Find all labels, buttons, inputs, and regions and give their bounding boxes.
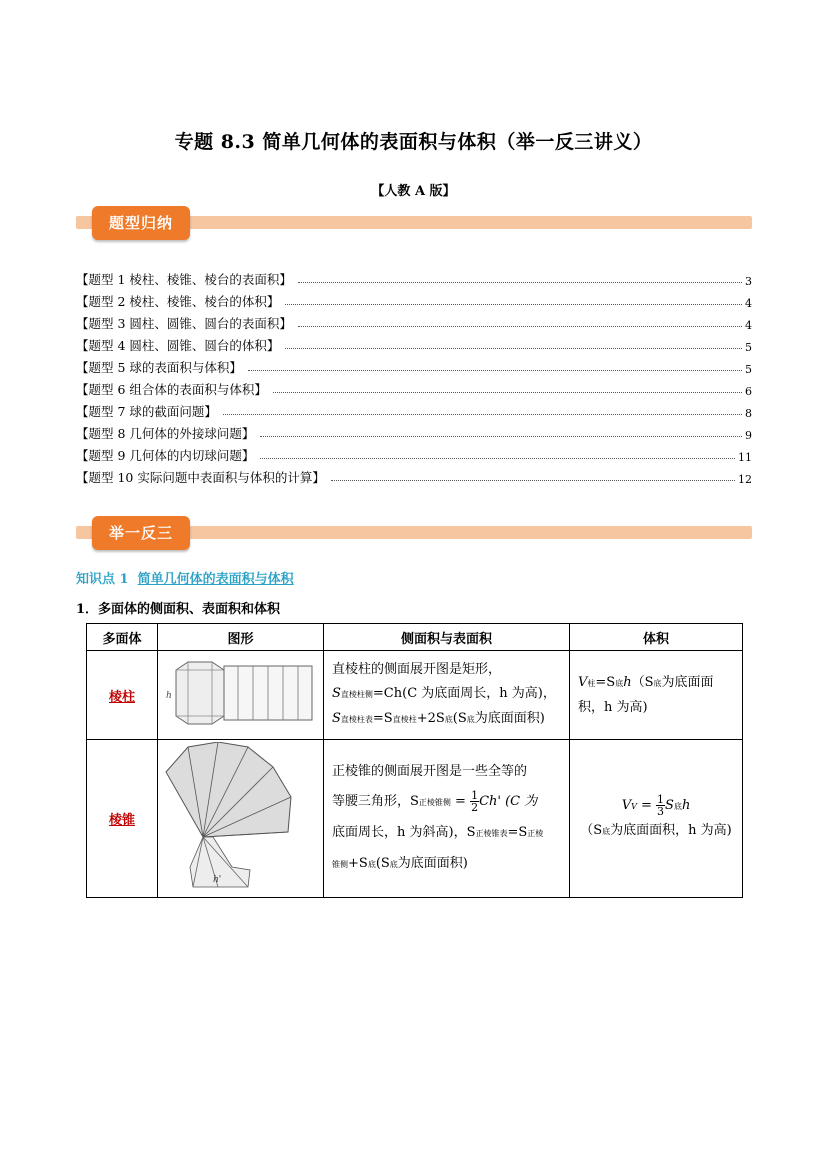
toc-item[interactable]: 【题型 9 几何体的内切球问题】 11 (76, 448, 752, 464)
knowledge-subheading: 1．多面体的侧面积、表面积和体积 (76, 602, 281, 617)
toc-item[interactable]: 【题型 1 棱柱、棱锥、棱台的表面积】 3 (76, 272, 752, 288)
practice-tab: 举一反三 (92, 516, 190, 550)
pyramid-volume-text: VV = $\frac{1}{3}$ S底h （S底为底面面积，h 为高) (570, 740, 743, 898)
fraction-third: $\frac{1}{3}$ (657, 792, 665, 818)
toc-item[interactable]: 【题型 3 圆柱、圆锥、圆台的表面积】 4 (76, 316, 752, 332)
toc-item[interactable]: 【题型 7 球的截面问题】 8 (76, 404, 752, 420)
toc-item[interactable]: 【题型 2 棱柱、棱锥、棱台的体积】 4 (76, 294, 752, 310)
table-row (87, 651, 743, 740)
summary-banner (76, 206, 752, 240)
pyramid-figure (158, 740, 324, 898)
prism-net-figure (158, 658, 318, 728)
toc-item[interactable]: 【题型 10 实际问题中表面积与体积的计算】 12 (76, 470, 752, 486)
table-header-row (87, 624, 743, 651)
toc-item[interactable]: 【题型 4 圆柱、圆锥、圆台的体积】 5 (76, 338, 752, 354)
knowledge-point-heading: 知识点 1 简单几何体的表面积与体积 (76, 572, 294, 587)
pyramid-lateral-text: 正棱锥的侧面展开图是一些全等的 等腰三角形，S正棱锥侧 = $\frac{1}{2}$ Ch' (C 为 底面周长，h 为斜高)，S正棱锥表=S正棱 锥侧+S底(S底为底面面积) (324, 740, 570, 898)
polyhedron-table (86, 623, 743, 898)
header-cell: 侧面积与表面积 (324, 624, 570, 651)
header-cell: 图形 (158, 624, 324, 651)
pyramid-h-label: h' (213, 874, 222, 885)
toc-item[interactable]: 【题型 8 几何体的外接球问题】 9 (76, 426, 752, 442)
pyramid-name: 棱锥 (87, 740, 158, 898)
fraction-half: $\frac{1}{2}$ (471, 789, 479, 814)
summary-tab: 题型归纳 (92, 206, 190, 240)
toc-item[interactable]: 【题型 5 球的表面积与体积】 5 (76, 360, 752, 376)
header-cell: 体积 (570, 624, 743, 651)
page-title: 专题 8.3 简单几何体的表面积与体积（举一反三讲义） (174, 131, 653, 153)
pyramid-net-figure (158, 742, 318, 892)
table-of-contents (76, 266, 752, 486)
edition-label: 【人教 A 版】 (371, 184, 456, 199)
prism-h-label: h (166, 691, 172, 701)
prism-lateral-text: 直棱柱的侧面展开图是矩形， S直棱柱侧=Ch(C 为底面周长，h 为高)， S直棱柱表=S直棱柱+2S底(S底为底面面积) (324, 651, 570, 740)
prism-volume-text: V柱=S底h（S底为底面面积，h 为高) (570, 651, 743, 740)
prism-name: 棱柱 (87, 651, 158, 740)
practice-banner (76, 516, 752, 550)
table-row (87, 740, 743, 898)
header-cell: 多面体 (87, 624, 158, 651)
prism-figure (158, 651, 324, 740)
toc-item[interactable]: 【题型 6 组合体的表面积与体积】 6 (76, 382, 752, 398)
